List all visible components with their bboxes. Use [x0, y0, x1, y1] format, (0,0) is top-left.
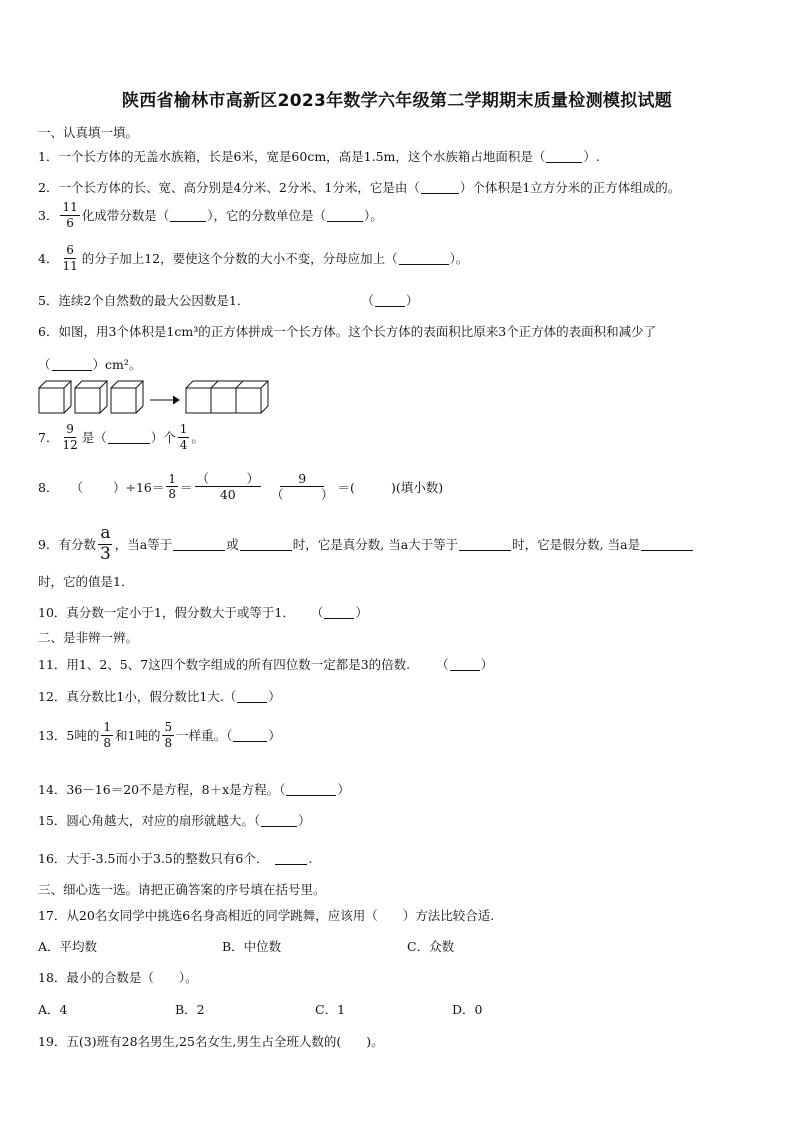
- question-15: [38, 811, 311, 829]
- question-number: 19．: [38, 1034, 67, 1049]
- answer-blank[interactable]: [261, 814, 297, 827]
- fraction-denominator: 3: [99, 543, 111, 564]
- cube-1: [39, 381, 71, 413]
- answer-blank[interactable]: [52, 358, 92, 371]
- question-number: 2．: [38, 180, 59, 195]
- question-16: [38, 849, 312, 867]
- paren-close: ）: [405, 293, 419, 308]
- question-9-line-2: 时，它的值是1．: [38, 574, 134, 589]
- question-12: [38, 687, 281, 705]
- fraction-denominator: （ ）: [271, 487, 334, 503]
- section-heading-3: 三、细心选一选。请把正确答案的序号填在括号里。: [38, 882, 326, 897]
- answer-blank[interactable]: [170, 209, 206, 222]
- question-text: 一个长方体的无盖水族箱，长是6米，宽是60cm，高是1.5m，这个水族箱占地面积是（: [58, 149, 546, 164]
- fraction-numerator: 11: [62, 200, 78, 214]
- question-text: 或: [226, 537, 239, 553]
- question-text-end: ）。: [364, 208, 383, 224]
- question-text: ），它的分数单位是（: [207, 208, 327, 224]
- fraction: [166, 473, 178, 501]
- question-number: 15．: [38, 813, 67, 828]
- question-text: 是（: [81, 430, 107, 446]
- paren-close: ）: [337, 782, 350, 797]
- page-title: 陕西省榆林市高新区2023年数学六年级第二学期期末质量检测模拟试题: [121, 91, 673, 111]
- question-text: ，当a等于: [114, 537, 173, 553]
- question-text-end: )(填小数): [390, 479, 444, 495]
- question-text: 如图，用3个体积是1cm³的正方体拼成一个长方体。这个长方体的表面积比原来3个正方体的表面积和减少了: [58, 324, 657, 339]
- paren-close: ）: [268, 728, 281, 744]
- question-text: 用1、2、5、7这四个数字组成的所有四位数一定都是3的倍数.: [66, 657, 411, 672]
- fraction-denominator: 11: [62, 258, 78, 273]
- fraction: [60, 244, 79, 272]
- question-text-end: ）个体积是1立方分米的正方体组成的。: [459, 180, 681, 195]
- question-text: 五(3)班有28名男生,25名女生,男生占全班人数的( )。: [66, 1034, 384, 1049]
- question-text: 的分子加上12，要使这个分数的大小不变，分母应加上（: [81, 251, 398, 267]
- question-1: [38, 147, 600, 165]
- option-b[interactable]: B．2: [175, 1002, 205, 1017]
- question-text: 真分数一定小于1，假分数大于或等于1．: [66, 605, 295, 620]
- question-number: 8．: [38, 479, 59, 495]
- answer-blank[interactable]: [399, 252, 449, 265]
- question-17: [38, 906, 494, 924]
- answer-blank[interactable]: [459, 538, 511, 551]
- answer-blank[interactable]: [450, 658, 480, 671]
- answer-blank[interactable]: [275, 852, 307, 865]
- option-b[interactable]: B．中位数: [222, 939, 282, 954]
- paren-open: （: [436, 657, 449, 672]
- question-number: 17．: [38, 908, 67, 923]
- question-text: 大于-3.5而小于3.5的整数只有6个．: [66, 851, 269, 866]
- question-6: [38, 322, 656, 340]
- question-text-end: ）cm²。: [92, 357, 142, 372]
- option-a[interactable]: A．4: [38, 1002, 68, 1017]
- cube-2: [75, 381, 107, 413]
- question-text: ）个: [150, 430, 176, 446]
- arrow-icon: [150, 396, 179, 404]
- question-text: 5吨的: [66, 728, 100, 744]
- option-a[interactable]: A．平均数: [38, 939, 98, 954]
- question-number: 16．: [38, 851, 67, 866]
- question-number: 6．: [38, 324, 59, 339]
- option-c[interactable]: C．1: [315, 1002, 346, 1017]
- fraction: [101, 721, 113, 749]
- answer-blank[interactable]: [173, 538, 225, 551]
- paren-close: ）: [480, 657, 494, 672]
- paren-open: （: [361, 293, 374, 308]
- question-number: 9．: [38, 537, 59, 553]
- paren-close: ）: [298, 813, 311, 828]
- question-number: 1．: [38, 149, 59, 164]
- question-9: [38, 525, 694, 564]
- question-2: [38, 178, 680, 196]
- fraction-denominator: 4: [179, 437, 188, 452]
- question-text: ＝(: [337, 479, 355, 495]
- question-7: [38, 423, 204, 451]
- question-text: 有分数: [58, 537, 96, 553]
- question-number: 12．: [38, 689, 67, 704]
- question-text: 真分数比1小，假分数比1大.（: [66, 689, 237, 704]
- paren-open: （: [70, 479, 83, 495]
- question-10: [38, 603, 368, 621]
- fraction-numerator: 6: [66, 243, 74, 257]
- question-11: [38, 655, 493, 673]
- question-text: 时，它是假分数, 当a是: [512, 537, 641, 553]
- paren-open: （: [38, 357, 51, 372]
- paren-close: ）: [268, 689, 281, 704]
- answer-blank[interactable]: [237, 690, 267, 703]
- answer-blank[interactable]: [641, 538, 693, 551]
- question-text: 连续2个自然数的最大公因数是1．: [58, 293, 250, 308]
- fraction-denominator: 8: [103, 735, 111, 750]
- fraction[interactable]: [269, 472, 336, 501]
- fraction-numerator: 1: [179, 422, 188, 436]
- question-number: 3．: [38, 208, 59, 224]
- fraction: [162, 721, 174, 749]
- question-4: [38, 244, 468, 272]
- answer-blank[interactable]: [421, 181, 459, 194]
- question-text: 最小的合数是（ ）。: [66, 970, 198, 985]
- fraction: [60, 423, 79, 451]
- paren-open: （: [310, 605, 324, 620]
- section-heading-2: 二、是非辨一辨。: [38, 630, 139, 645]
- question-text: 36－16＝20不是方程，8＋x是方程。（: [66, 782, 286, 797]
- equals-sign: ＝: [180, 479, 193, 495]
- question-number: 13．: [38, 728, 67, 744]
- question-number: 4．: [38, 251, 59, 267]
- question-text-end: .: [308, 850, 313, 866]
- answer-blank[interactable]: [240, 538, 292, 551]
- fraction: [60, 201, 79, 229]
- fraction-denominator: 8: [164, 735, 173, 750]
- fraction-numerator: 1: [103, 720, 111, 734]
- fraction-numerator: 9: [66, 422, 74, 436]
- fraction-numerator: 9: [280, 472, 324, 487]
- question-text-end: ）。: [449, 251, 469, 267]
- paren-close: ）: [355, 605, 368, 620]
- question-text: ）÷16＝: [112, 479, 165, 495]
- answer-blank[interactable]: [375, 294, 405, 307]
- cuboid: [186, 381, 268, 413]
- question-text: 一个长方体的长、宽、高分别是4分米、2分米、1分米，它是由（: [58, 180, 420, 195]
- fraction-denominator: 40: [219, 487, 236, 503]
- question-text: 和1吨的: [115, 728, 161, 744]
- question-13: [38, 721, 281, 749]
- fraction-numerator: （ ）: [196, 471, 260, 486]
- question-14: [38, 780, 350, 798]
- fraction: [98, 525, 113, 564]
- fraction-numerator: 1: [168, 471, 176, 486]
- fraction-denominator: 6: [66, 215, 74, 230]
- question-19: [38, 1032, 384, 1050]
- fraction-denominator: 12: [62, 437, 78, 452]
- option-c[interactable]: C．众数: [407, 939, 455, 954]
- question-5: [38, 291, 418, 309]
- section-heading-1: 一、认真填一填。: [38, 125, 139, 140]
- question-text-end: ）.: [583, 149, 600, 164]
- question-text-end: 。: [191, 430, 204, 446]
- question-text: 从20名女同学中挑选6名身高相近的同学跳舞，应该用（ ）方法比较合适.: [66, 908, 495, 923]
- answer-blank[interactable]: [108, 431, 150, 444]
- question-number: 7．: [38, 430, 59, 446]
- question-18: [38, 968, 198, 986]
- answer-blank[interactable]: [286, 783, 336, 796]
- fraction-numerator: 5: [164, 720, 173, 734]
- fraction-denominator: 8: [168, 487, 176, 502]
- question-number: 14．: [38, 782, 67, 797]
- option-d[interactable]: D．0: [452, 1002, 483, 1017]
- fraction[interactable]: [195, 472, 262, 501]
- question-number: 11．: [38, 657, 67, 672]
- question-text: 时，它是真分数, 当a大于等于: [292, 537, 459, 553]
- answer-blank[interactable]: [327, 209, 363, 222]
- question-number: 5．: [38, 293, 59, 308]
- cube-diagram: [38, 380, 278, 416]
- answer-blank[interactable]: [233, 729, 267, 742]
- question-6-line-2: [38, 355, 141, 373]
- question-text: 化成带分数是（: [81, 208, 170, 224]
- question-3: [38, 201, 383, 229]
- question-text: 圆心角越大，对应的扇形就越大。（: [66, 813, 261, 828]
- answer-blank[interactable]: [546, 150, 582, 163]
- fraction: [178, 423, 190, 451]
- cube-3: [111, 381, 143, 413]
- question-number: 18．: [38, 970, 67, 985]
- question-text: 一样重。（: [176, 728, 233, 744]
- fraction-numerator: a: [100, 523, 111, 543]
- question-number: 10．: [38, 605, 67, 620]
- answer-blank[interactable]: [324, 606, 354, 619]
- question-8: [38, 472, 443, 501]
